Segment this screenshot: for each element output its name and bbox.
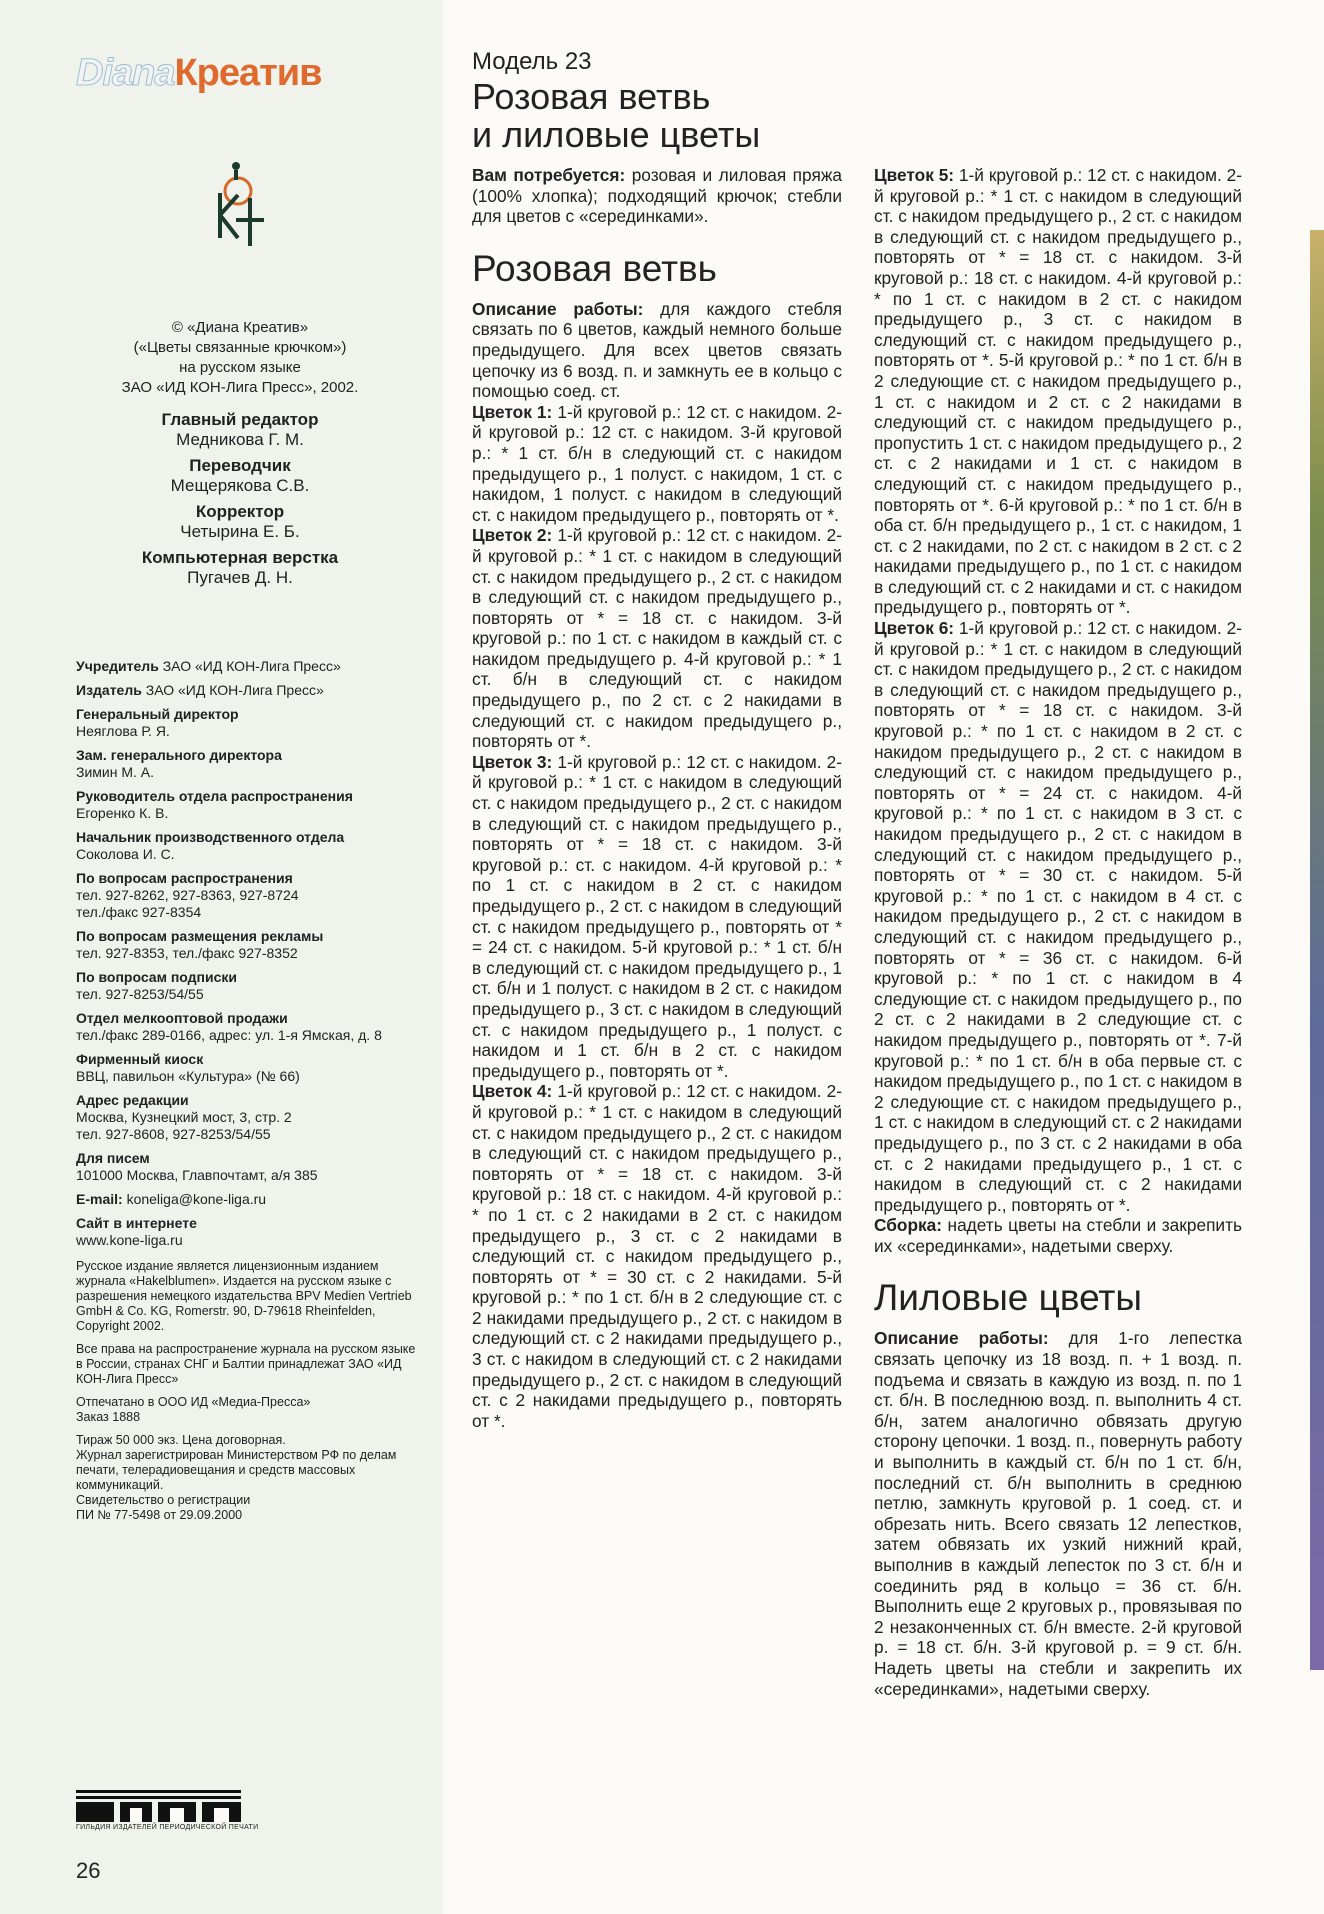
staff-role: Переводчик [189,456,291,475]
print-note: Отпечатано в ООО ИД «Медиа-Пресса» Заказ 1888 [76,1395,311,1424]
model-label: Модель 23 [472,48,592,75]
article-header [472,48,872,154]
imprint-text: тел./факс 289-0166, адрес: ул. 1-я Ямская, д. 8 [76,1027,382,1043]
copyright-line: («Цветы связанные крючком») [133,339,347,356]
gipp-caption: ГИЛЬДИЯ ИЗДАТЕЛЕЙ ПЕРИОДИЧЕСКОЙ ПЕЧАТИ [76,1824,259,1831]
logo-diana: Diana [76,52,175,94]
flower-label: Цветок 3: [472,751,553,772]
imprint-text: ЗАО «ИД КОН-Лига Пресс» [158,658,341,674]
imprint-entry [76,706,416,740]
flower-paragraph [874,618,1242,1215]
staff-role: Главный редактор [161,410,319,429]
magazine-logo [76,52,322,95]
text-column-left [472,165,842,1431]
materials-paragraph [472,165,842,227]
text-column-right [874,165,1242,1699]
imprint-entry [76,969,416,1003]
flower-label: Цветок 1: [472,401,553,422]
section-title-pink-branch: Розовая ветвь [472,247,717,289]
description-text: для каждого стебля связать по 6 цветов, каждый немного больше предыдущего. Для всех цветов связать цепочку из 6 возд. п. и замкнуть ее в кольцо с помощью соед. ст. [472,298,842,402]
imprint-label: Сайт в интернете [76,1215,197,1231]
imprint-entry [76,1010,416,1044]
imprint-entry [76,788,416,822]
imprint-text: тел. 927-8262, 927-8363, 927-8724 тел./факс 927-8354 [76,887,299,920]
imprint-label: Генеральный директор [76,706,239,722]
copyright-line: ЗАО «ИД КОН-Лига Пресс», 2002. [121,379,359,396]
imprint-entry [76,928,416,962]
imprint-text: 101000 Москва, Главпочтамт, а/я 385 [76,1167,318,1183]
description-paragraph [472,299,842,402]
flower-text: 1-й круговой р.: 12 ст. с накидом. 2-й круговой р.: * 1 ст. с накидом в следующий ст. с накидом предыдущего р., 2 ст. с накидом в следующий ст. с накидом предыдущего р., повторять от * = 18 ст. с накидом. 3-й круговой р.: ст. с накидом. 4-й круговой р.: * по 1 ст. с накидом в 2 ст. с накидом предыдущего р., 2 ст. с накидом в следующий ст. с накидом предыдущего р., повторять от * = 24 ст. с накидом. 5-й круговой р.: * 1 ст. б/н в следующий ст. с накидом предыдущего р., 1 ст. б/н и 1 полуст. с накидом в 2 ст. с накидом предыдущего р., 3 ст. с накидом в следующий ст. с накидом предыдущего р., 1 полуст. с накидом и 1 ст. б/н в 2 ст. с накидом предыдущего р., повторять от *. [472,751,842,1081]
flower-label: Цветок 5: [874,165,955,185]
imprint-text: тел. 927-8353, тел./факс 927-8352 [76,945,298,961]
assembly-paragraph [874,1215,1242,1256]
staff-role: Корректор [195,502,285,521]
imprint-label: По вопросам распространения [76,870,293,886]
imprint-label: Адрес редакции [76,1092,189,1108]
imprint-entry [76,829,416,863]
imprint-label: Зам. генерального директора [76,747,282,763]
flower-paragraph [472,402,842,526]
imprint-label: Руководитель отдела распространения [76,788,353,804]
imprint-label: По вопросам размещения рекламы [76,928,324,944]
imprint-text: Зимин М. А. [76,764,155,780]
title-line: Розовая ветвь [472,76,711,117]
imprint-text: ЗАО «ИД КОН-Лига Пресс» [141,682,324,698]
imprint-label: Учредитель [76,658,159,674]
materials-text: розовая и лиловая пряжа (100% хлопка); подходящий крючок; стебли для цветов с «серединками». [472,165,842,227]
assembly-text: надеть цветы на стебли и закрепить их «серединками», надетыми сверху. [874,1215,1242,1256]
description-label: Описание работы: [874,1328,1049,1349]
page-title [472,78,872,154]
logo-kreativ: Креатив [174,52,322,94]
staff-name: Медникова Г. М. [176,430,304,449]
imprint-entry [76,1215,416,1249]
imprint-text: Соколова И. С. [76,846,175,862]
copyright-line: на русском языке [179,359,301,376]
imprint-entry [76,1051,416,1085]
circulation-note: Тираж 50 000 экз. Цена договорная. Журнал зарегистрирован Министерством РФ по делам печати, телерадиовещания и средств массовых коммуникаций. Свидетельство о регистрации ПИ № 77-5498 от 29.09.2000 [76,1433,397,1522]
imprint-entry [76,1191,416,1208]
imprint-label: По вопросам подписки [76,969,238,985]
credits-block [40,318,440,588]
imprint-label: Для писем [76,1150,150,1166]
description-text: для 1-го лепестка связать цепочку из 18 возд. п. + 1 возд. п. подъема и связать в каждую из возд. п. по 1 ст. б/н. В последнюю возд. п. выполнить 4 ст. б/н, затем аналогично обвязать другую сторону цепочки. 1 возд. п., повернуть работу и выполнить в каждый ст. б/н по 1 ст. б/н, последний ст. б/н выполнить в среднюю петлю, замкнуть круговой р. 1 соед. ст. и обрезать нить. Всего связать 12 лепестков, затем обвязать их узкий нижний край, выполнив в каждый лепесток по 3 ст. б/н и соединить ряд в кольцо = 36 ст. б/н. Выполнить еще 2 круговых р., провязывая по 2 незаконченных ст. б/н вместе. 2-й круговой р. = 18 ст. б/н. 3-й круговой р. = 9 ст. б/н. Надеть цветы на стебли и закрепить их «серединками», надетыми сверху. [874,1328,1242,1699]
staff-name: Пугачев Д. Н. [187,568,293,587]
imprint-entry [76,682,416,699]
flower-paragraph [874,165,1242,618]
title-line: и лиловые цветы [472,114,761,155]
copyright-line: © «Диана Креатив» [171,319,309,336]
section-title-lilac-flowers: Лиловые цветы [874,1277,1142,1319]
description-label: Описание работы: [472,298,644,319]
flower-paragraph [472,1081,842,1431]
imprint-text: тел. 927-8253/54/55 [76,986,204,1002]
page-number: 26 [76,1858,101,1883]
imprint-text: Егоренко К. В. [76,805,169,821]
imprint-label: Отдел мелкооптовой продажи [76,1010,288,1026]
imprint-entry [76,1092,416,1143]
imprint-text: Москва, Кузнецкий мост, 3, стр. 2 тел. 927-8608, 927-8253/54/55 [76,1109,292,1142]
imprint-entry [76,1150,416,1184]
photo-edge-strip [1310,230,1324,1670]
imprint-label: Фирменный киоск [76,1051,204,1067]
imprint-label: Начальник производственного отдела [76,829,345,845]
imprint-entry [76,658,416,675]
imprint-text: www.kone-liga.ru [76,1232,183,1248]
staff-role: Компьютерная верстка [141,548,339,567]
assembly-label: Сборка: [874,1215,943,1236]
imprint-label: E-mail: [76,1191,123,1207]
sidebar-imprint [0,0,443,1914]
imprint-entry [76,870,416,921]
rights-note: Все права на распространение журнала на русском языке в России, странах СНГ и Балтии принадлежат ЗАО «ИД КОН-Лига Пресс» [76,1342,416,1386]
license-note: Русское издание является лицензионным изданием журнала «Hakelblumen». Издается на русском языке с разрешения немецкого издательства BPV Medien Vertrieb GmbH & Co. KG, Romerstr. 90, D-79618 Rheinfelden, Copyright 2002. [76,1259,412,1333]
flower-text: 1-й круговой р.: 12 ст. с накидом. 2-й круговой р.: 12 ст. с накидом. 3-й круговой р.: * 1 ст. б/н в следующий ст. с накидом предыдущего р., 1 полуст. с накидом, 1 ст. с накидом, 1 полуст. с накидом в следующий ст. с накидом предыдущего р., повторять от *. [472,401,842,525]
flower-text: 1-й круговой р.: 12 ст. с накидом. 2-й круговой р.: * 1 ст. с накидом в следующий ст. с накидом предыдущего р., 2 ст. с накидом в следующий ст. с накидом предыдущего р., повторять от * = 18 ст. с накидом. 3-й круговой р.: * по 1 ст. с накидом в 2 ст. с накидом предыдущего р., 2 ст. с накидом в следующий ст. с накидом предыдущего р., повторять от * = 24 ст. с накидом. 4-й круговой р.: * по 1 ст. с накидом в 3 ст. с накидом предыдущего р., 2 ст. с накидом в следующий ст. с накидом предыдущего р., повторять от * = 30 ст. с накидом. 5-й круговой р.: * по 1 ст. с накидом в 4 ст. с накидом предыдущего р., 2 ст. с накидом в следующий ст. с накидом предыдущего р., повторять от * = 36 ст. с накидом. 6-й круговой р.: * по 1 ст. с накидом в 4 следующие ст. с накидом предыдущего р., по 2 ст. с 2 накидами в 2 следующие ст. с накидом предыдущего р., повторять от *. 7-й круговой р.: * по 1 ст. б/н в оба первые ст. с накидом предыдущего р., по 1 ст. с накидом в 2 следующие ст. с накидом предыдущего р., 1 ст. с накидом в следующий ст. с 2 накидами предыдущего р., по 3 ст. с 2 накидами в оба ст. с 2 накидами предыдущего р., 1 ст. с накидом в следующий ст. с 2 накидами предыдущего р., повторять от *. [874,618,1242,1215]
flower-paragraph [472,525,842,752]
imprint-list [76,658,416,1523]
gipp-logo-icon [76,1786,241,1822]
imprint-text: Неяглова Р. Я. [76,723,170,739]
description-paragraph [874,1328,1242,1699]
imprint-entry [76,747,416,781]
flower-label: Цветок 4: [472,1081,553,1102]
imprint-text: koneliga@kone-liga.ru [122,1191,267,1207]
imprint-label: Издатель [76,682,142,698]
flower-label: Цветок 6: [874,618,955,639]
imprint-text: ВВЦ, павильон «Культура» (№ 66) [76,1068,300,1084]
flower-text: 1-й круговой р.: 12 ст. с накидом. 2-й круговой р.: * 1 ст. с накидом в следующий ст. с накидом предыдущего р., 2 ст. с накидом в следующий ст. с накидом предыдущего р., повторять от * = 18 ст. с накидом. 3-й круговой р.: по 1 ст. с накидом в каждый ст. с накидом предыдущего р. 4-й круговой р.: * 1 ст. б/н в следующий ст. с накидом предыдущего р., по 2 ст. с 2 накидами в следующий ст. с накидом предыдущего р., повторять от *. [472,525,842,752]
flower-text: 1-й круговой р.: 12 ст. с накидом. 2-й круговой р.: * 1 ст. с накидом в следующий ст. с накидом предыдущего р., 2 ст. с накидом в следующий ст. с накидом предыдущего р., повторять от * = 18 ст. с накидом. 3-й круговой р.: 18 ст. с накидом. 4-й круговой р.: * по 1 ст. с накидом в 2 ст. с накидом предыдущего р., 3 ст. с накидом в следующий ст. с накидом предыдущего р., повторять от *. 5-й круговой р.: * по 1 ст. б/н в 2 следующие ст. с накидом предыдущего р., 1 ст. с накидом и 2 ст. с 2 накидами в следующий ст. с накидом предыдущего р., пропустить 1 ст. с накидом предыдущего р., 2 ст. с 2 накидами и 1 ст. с накидом в следующий ст. с накидом предыдущего р., повторять от *. 6-й круговой р.: * по 1 ст. б/н в оба ст. б/н предыдущего р., 1 ст. с накидом, 1 ст. с 2 накидами, по 2 ст. с накидом в 2 ст. с 2 накидами предыдущего р., по 1 ст. с накидом в следующий ст. с 2 накидами и ст. с накидом предыдущего р., повторять от *. [874,165,1242,618]
flower-text: 1-й круговой р.: 12 ст. с накидом. 2-й круговой р.: * 1 ст. с накидом в следующий ст. с накидом предыдущего р., 2 ст. с накидом в следующий ст. с накидом предыдущего р., повторять от * = 18 ст. с накидом. 3-й круговой р.: 18 ст. с накидом. 4-й круговой р.: * по 1 ст. с 2 накидами в 2 ст. с накидом предыдущего р., 3 ст. с 2 накидами в следующий ст. с накидом предыдущего р., повторять от * = 30 ст. с 2 накидами. 5-й круговой р.: * по 1 ст. б/н в 2 следующие ст. с 2 накидами предыдущего р., 2 ст. с накидом в следующий ст. с 2 накидами предыдущего р., 3 ст. с накидом в следующий ст. с 2 накидами предыдущего р., 2 ст. с накидом в следующий ст. с 2 накидами предыдущего р., повторять от *. [472,1081,842,1431]
flower-label: Цветок 2: [472,525,553,546]
materials-label: Вам потребуется: [472,165,626,185]
staff-name: Мещерякова С.В. [170,476,310,495]
flower-paragraph [472,752,842,1082]
staff-name: Четырина Е. Б. [180,522,300,541]
publisher-mark-icon [198,158,278,248]
